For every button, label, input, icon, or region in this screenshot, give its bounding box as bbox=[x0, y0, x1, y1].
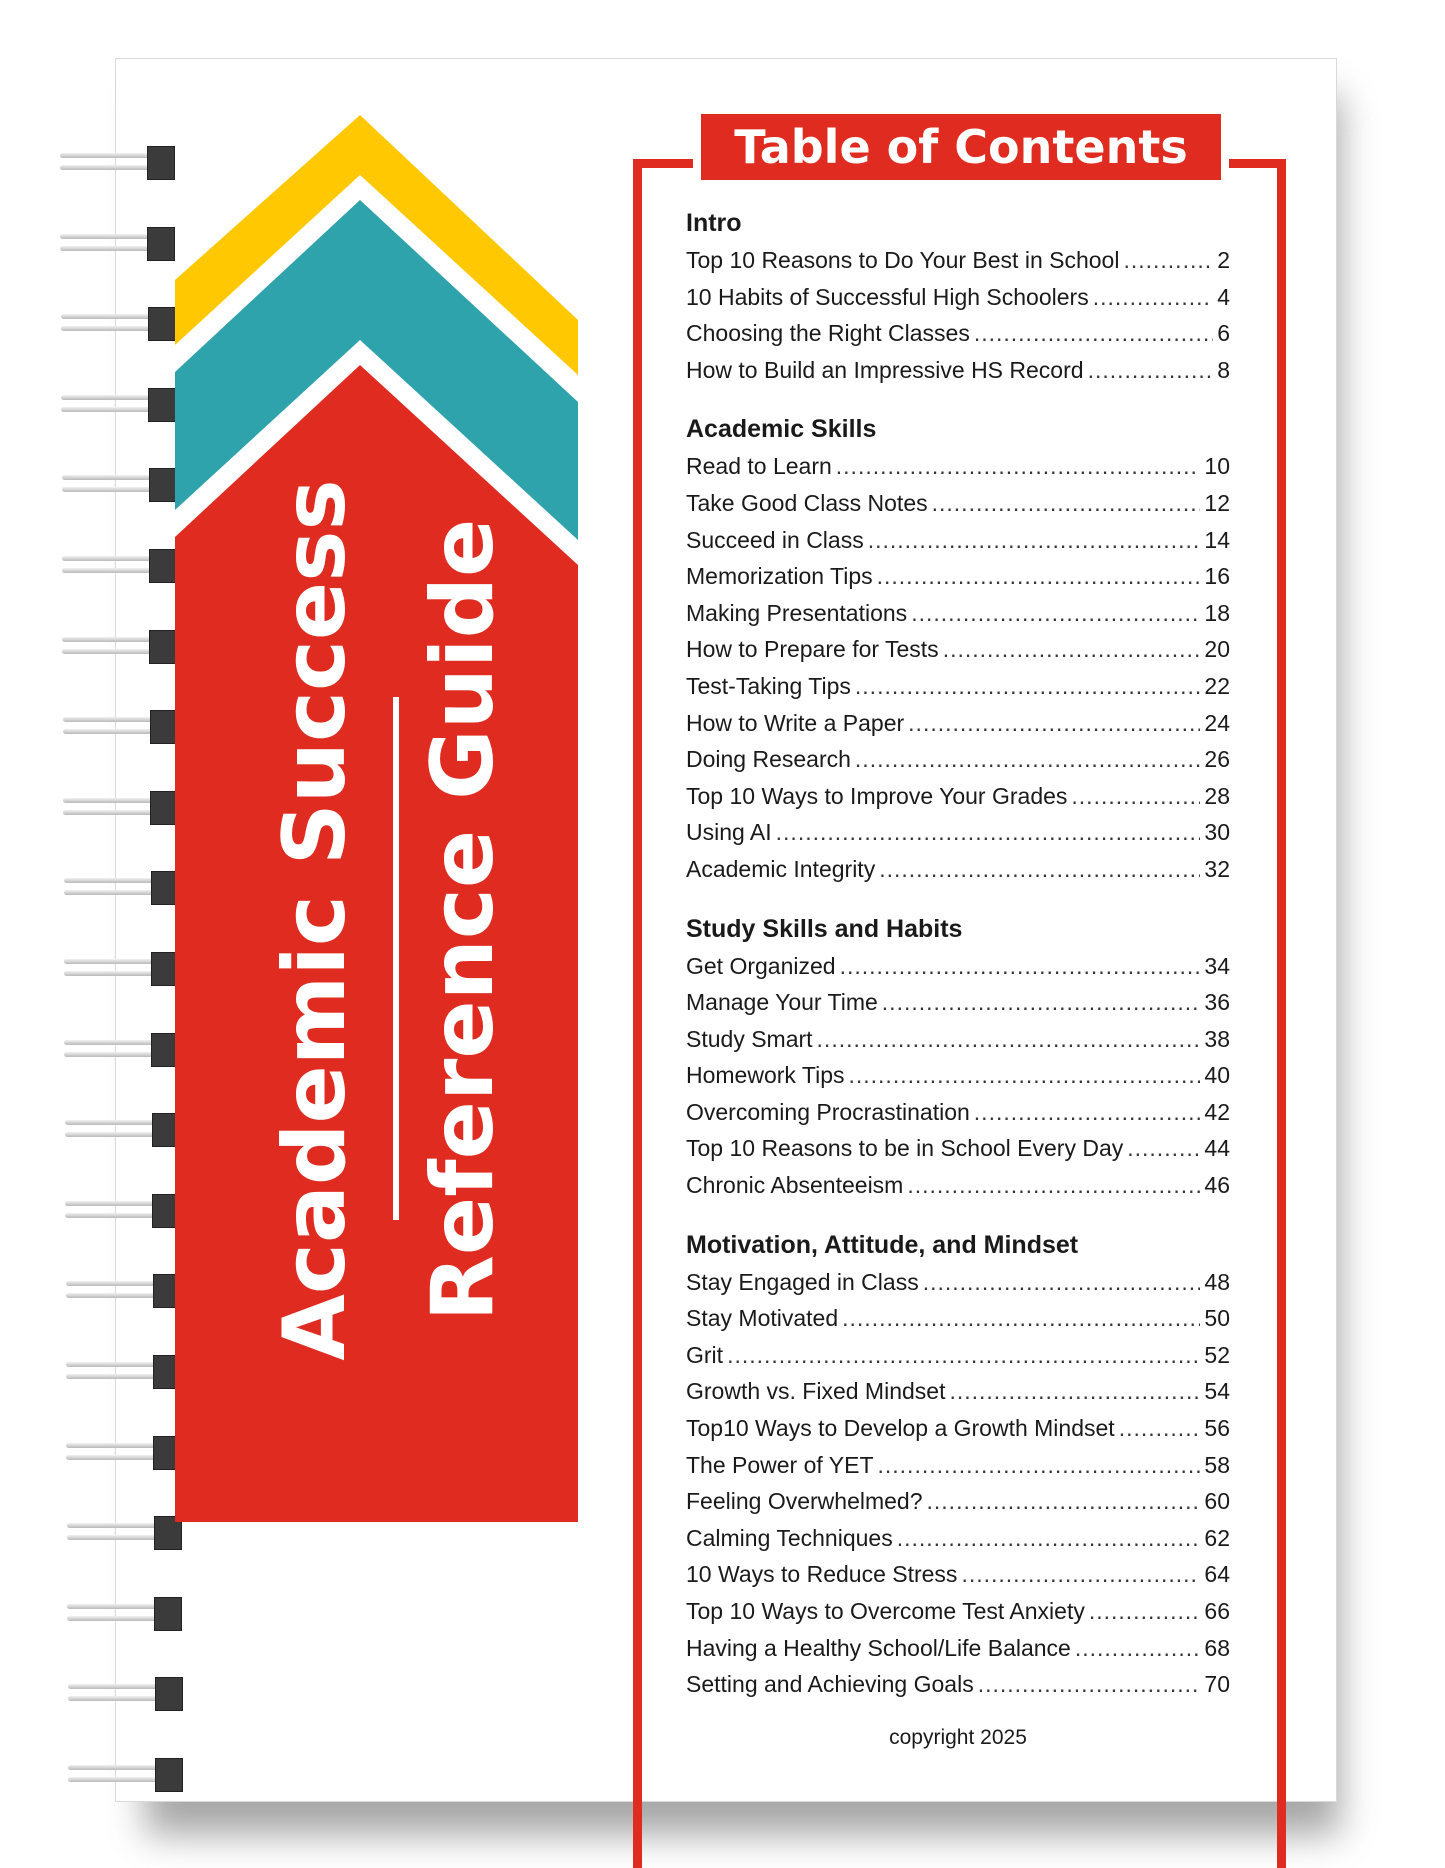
toc-entry-label: Stay Engaged in Class bbox=[686, 1268, 919, 1295]
toc-entry[interactable] bbox=[686, 1337, 1230, 1374]
dot-leader bbox=[923, 1264, 1201, 1301]
dot-leader bbox=[907, 1167, 1200, 1204]
dot-leader bbox=[855, 668, 1201, 705]
dot-leader bbox=[974, 1094, 1201, 1131]
dot-leader bbox=[855, 741, 1200, 778]
toc-entry-label: Top 10 Ways to Overcome Test Anxiety bbox=[686, 1598, 1085, 1624]
toc-entry-label: Feeling Overwhelmed? bbox=[686, 1488, 923, 1515]
cover-title-line1: Academic Success bbox=[265, 479, 365, 1361]
toc-entry-label: How to Prepare for Tests bbox=[686, 636, 939, 663]
toc-section bbox=[686, 205, 1230, 388]
dot-leader bbox=[1075, 1630, 1201, 1667]
red-banner bbox=[175, 365, 578, 1522]
toc-entry-label: Making Presentations bbox=[686, 599, 908, 626]
toc-entry[interactable] bbox=[686, 352, 1230, 389]
toc-entry[interactable] bbox=[686, 814, 1230, 851]
dot-leader bbox=[949, 1373, 1200, 1410]
toc-section-title: Study Skills and Habits bbox=[686, 914, 963, 943]
toc-entry-label: Chronic Absenteeism bbox=[686, 1172, 904, 1199]
dot-leader bbox=[1071, 778, 1200, 815]
toc-entry-label: Homework Tips bbox=[686, 1062, 845, 1089]
dot-leader bbox=[978, 1666, 1201, 1703]
toc-entry-page: 30 bbox=[1204, 819, 1230, 846]
toc-entry-page: 62 bbox=[1204, 1524, 1230, 1551]
toc-entry-page: 36 bbox=[1204, 989, 1230, 1016]
toc-entry-page: 50 bbox=[1204, 1305, 1230, 1332]
copyright-text: copyright 2025 bbox=[889, 1726, 1027, 1749]
dot-leader bbox=[848, 1057, 1200, 1094]
toc-entry-label: Overcoming Procrastination bbox=[686, 1098, 970, 1125]
toc-entry-label: Doing Research bbox=[686, 746, 851, 773]
toc-entry-label: Top10 Ways to Develop a Growth Mindset bbox=[686, 1415, 1115, 1442]
toc-entry-page: 6 bbox=[1217, 320, 1230, 347]
toc-entry[interactable] bbox=[686, 984, 1230, 1021]
toc-entry[interactable] bbox=[686, 279, 1230, 316]
toc-entry-page: 14 bbox=[1204, 526, 1230, 553]
toc-entry[interactable] bbox=[686, 851, 1230, 888]
toc-entry[interactable] bbox=[686, 741, 1230, 778]
dot-leader bbox=[932, 485, 1201, 522]
toc-entry-page: 42 bbox=[1204, 1098, 1230, 1125]
dot-leader bbox=[943, 631, 1201, 668]
dot-leader bbox=[961, 1556, 1200, 1593]
dot-leader bbox=[1089, 1593, 1201, 1630]
toc-entry[interactable] bbox=[686, 595, 1230, 632]
toc-entry-page: 52 bbox=[1204, 1341, 1230, 1368]
toc-entry[interactable] bbox=[686, 1130, 1230, 1167]
toc-entry-page: 54 bbox=[1204, 1378, 1230, 1405]
toc-entry-label: Manage Your Time bbox=[686, 989, 878, 1016]
toc-section-title: Academic Skills bbox=[686, 415, 877, 444]
toc-entry-page: 34 bbox=[1204, 952, 1230, 979]
toc-entry[interactable] bbox=[686, 315, 1230, 352]
toc-entry-page: 4 bbox=[1217, 283, 1230, 310]
dot-leader bbox=[974, 315, 1213, 352]
toc-entry-label: Growth vs. Fixed Mindset bbox=[686, 1378, 946, 1405]
toc-entry-label: Read to Learn bbox=[686, 453, 832, 480]
toc-entry-label: Setting and Achieving Goals bbox=[686, 1671, 974, 1698]
dot-leader bbox=[1123, 242, 1213, 279]
toc-entry-page: 58 bbox=[1204, 1451, 1230, 1478]
toc-entry-page: 48 bbox=[1204, 1268, 1230, 1295]
toc-entry[interactable] bbox=[686, 1057, 1230, 1094]
toc-entry-page: 60 bbox=[1204, 1488, 1230, 1515]
toc-heading: Table of Contents bbox=[693, 114, 1229, 180]
toc-entry-page: 64 bbox=[1204, 1561, 1230, 1588]
dot-leader bbox=[1119, 1410, 1201, 1447]
toc-entry[interactable] bbox=[686, 485, 1230, 522]
dot-leader bbox=[840, 948, 1201, 985]
dot-leader bbox=[727, 1337, 1200, 1374]
toc-entry-label: Study Smart bbox=[686, 1025, 813, 1052]
toc-entry-page: 20 bbox=[1204, 636, 1230, 663]
toc-entry[interactable] bbox=[686, 1593, 1230, 1630]
toc-entry-page: 24 bbox=[1204, 709, 1230, 736]
toc-entry-page: 10 bbox=[1204, 453, 1230, 480]
toc-entry[interactable] bbox=[686, 558, 1230, 595]
toc-entry-label: Calming Techniques bbox=[686, 1524, 893, 1551]
toc-entry[interactable] bbox=[686, 1520, 1230, 1557]
toc-entry-label: Take Good Class Notes bbox=[686, 489, 928, 516]
toc-entry-page: 22 bbox=[1204, 672, 1230, 699]
dot-leader bbox=[1127, 1130, 1200, 1167]
toc-entry-label: Memorization Tips bbox=[686, 563, 873, 590]
toc-entry[interactable] bbox=[686, 1556, 1230, 1593]
toc-entry[interactable] bbox=[686, 631, 1230, 668]
toc-entry-label: Get Organized bbox=[686, 952, 836, 979]
toc-entry-label: Top 10 Reasons to be in School Every Day bbox=[686, 1135, 1124, 1162]
toc-section bbox=[686, 411, 1230, 887]
dot-leader bbox=[877, 558, 1201, 595]
toc-entry[interactable] bbox=[686, 1666, 1230, 1703]
cover-title-divider bbox=[393, 697, 399, 1220]
toc-entry[interactable] bbox=[686, 1447, 1230, 1484]
toc-entry[interactable] bbox=[686, 1483, 1230, 1520]
toc-entry-page: 46 bbox=[1204, 1172, 1230, 1199]
toc-entry-label: Grit bbox=[686, 1341, 724, 1368]
dot-leader bbox=[868, 522, 1201, 559]
dot-leader bbox=[911, 595, 1200, 632]
toc-entry-page: 8 bbox=[1217, 356, 1230, 383]
toc-list bbox=[686, 205, 1230, 1726]
toc-entry-page: 56 bbox=[1204, 1415, 1230, 1442]
toc-section-title: Intro bbox=[686, 209, 742, 237]
toc-entry-label: 10 Ways to Reduce Stress bbox=[686, 1561, 958, 1588]
toc-entry-label: The Power of YET bbox=[686, 1451, 874, 1478]
toc-entry-label: Choosing the Right Classes bbox=[686, 320, 970, 347]
toc-entry-label: Top 10 Reasons to Do Your Best in School bbox=[686, 247, 1120, 273]
toc-entry-page: 12 bbox=[1204, 489, 1230, 516]
dot-leader bbox=[878, 1447, 1201, 1484]
toc-entry-page: 44 bbox=[1204, 1135, 1230, 1162]
dot-leader bbox=[836, 448, 1201, 485]
toc-entry-page: 70 bbox=[1204, 1671, 1230, 1698]
toc-entry[interactable] bbox=[686, 448, 1230, 485]
toc-entry-page: 2 bbox=[1217, 247, 1230, 273]
toc-entry[interactable] bbox=[686, 1300, 1230, 1337]
dot-leader bbox=[882, 984, 1201, 1021]
toc-section bbox=[686, 911, 1230, 1204]
toc-entry[interactable] bbox=[686, 705, 1230, 742]
dot-leader bbox=[879, 851, 1200, 888]
dot-leader bbox=[897, 1520, 1201, 1557]
toc-entry-label: 10 Habits of Successful High Schoolers bbox=[686, 283, 1089, 310]
toc-entry[interactable] bbox=[686, 1094, 1230, 1131]
toc-entry-label: Using AI bbox=[686, 819, 772, 846]
toc-section-title: Motivation, Attitude, and Mindset bbox=[686, 1230, 1079, 1259]
toc-entry-page: 18 bbox=[1204, 599, 1230, 626]
toc-entry-page: 26 bbox=[1204, 746, 1230, 773]
toc-entry[interactable] bbox=[686, 522, 1230, 559]
toc-entry-label: Top 10 Ways to Improve Your Grades bbox=[686, 782, 1068, 809]
toc-entry[interactable] bbox=[686, 1630, 1230, 1667]
toc-entry[interactable] bbox=[686, 1021, 1230, 1058]
dot-leader bbox=[1093, 279, 1214, 316]
toc-entry-page: 68 bbox=[1204, 1634, 1230, 1661]
toc-entry[interactable] bbox=[686, 1373, 1230, 1410]
toc-entry-page: 40 bbox=[1204, 1062, 1230, 1089]
toc-entry-page: 28 bbox=[1204, 782, 1230, 809]
dot-leader bbox=[817, 1021, 1201, 1058]
toc-entry[interactable] bbox=[686, 778, 1230, 815]
dot-leader bbox=[927, 1483, 1201, 1520]
toc-entry-label: Having a Healthy School/Life Balance bbox=[686, 1634, 1071, 1661]
toc-section bbox=[686, 1227, 1230, 1703]
toc-entry-page: 32 bbox=[1204, 855, 1230, 882]
dot-leader bbox=[1088, 352, 1214, 389]
dot-leader bbox=[842, 1300, 1200, 1337]
toc-entry-page: 16 bbox=[1204, 563, 1230, 590]
toc-entry-label: How to Build an Impressive HS Record bbox=[686, 356, 1084, 383]
toc-entry-page: 66 bbox=[1204, 1598, 1230, 1624]
dot-leader bbox=[908, 705, 1200, 742]
toc-entry[interactable] bbox=[686, 1264, 1230, 1301]
toc-entry-label: Test-Taking Tips bbox=[686, 672, 851, 699]
cover-title-line2: Reference Guide bbox=[413, 518, 513, 1322]
toc-entry-label: Stay Motivated bbox=[686, 1305, 839, 1332]
toc-entry-label: Succeed in Class bbox=[686, 526, 864, 553]
toc-entry-label: How to Write a Paper bbox=[686, 709, 905, 736]
toc-entry-page: 38 bbox=[1204, 1025, 1230, 1052]
toc-entry[interactable] bbox=[686, 1167, 1230, 1204]
toc-entry-label: Academic Integrity bbox=[686, 855, 876, 882]
toc-entry[interactable] bbox=[686, 1410, 1230, 1447]
toc-entry[interactable] bbox=[686, 948, 1230, 985]
dot-leader bbox=[776, 814, 1201, 851]
toc-entry[interactable] bbox=[686, 242, 1230, 279]
toc-entry[interactable] bbox=[686, 668, 1230, 705]
